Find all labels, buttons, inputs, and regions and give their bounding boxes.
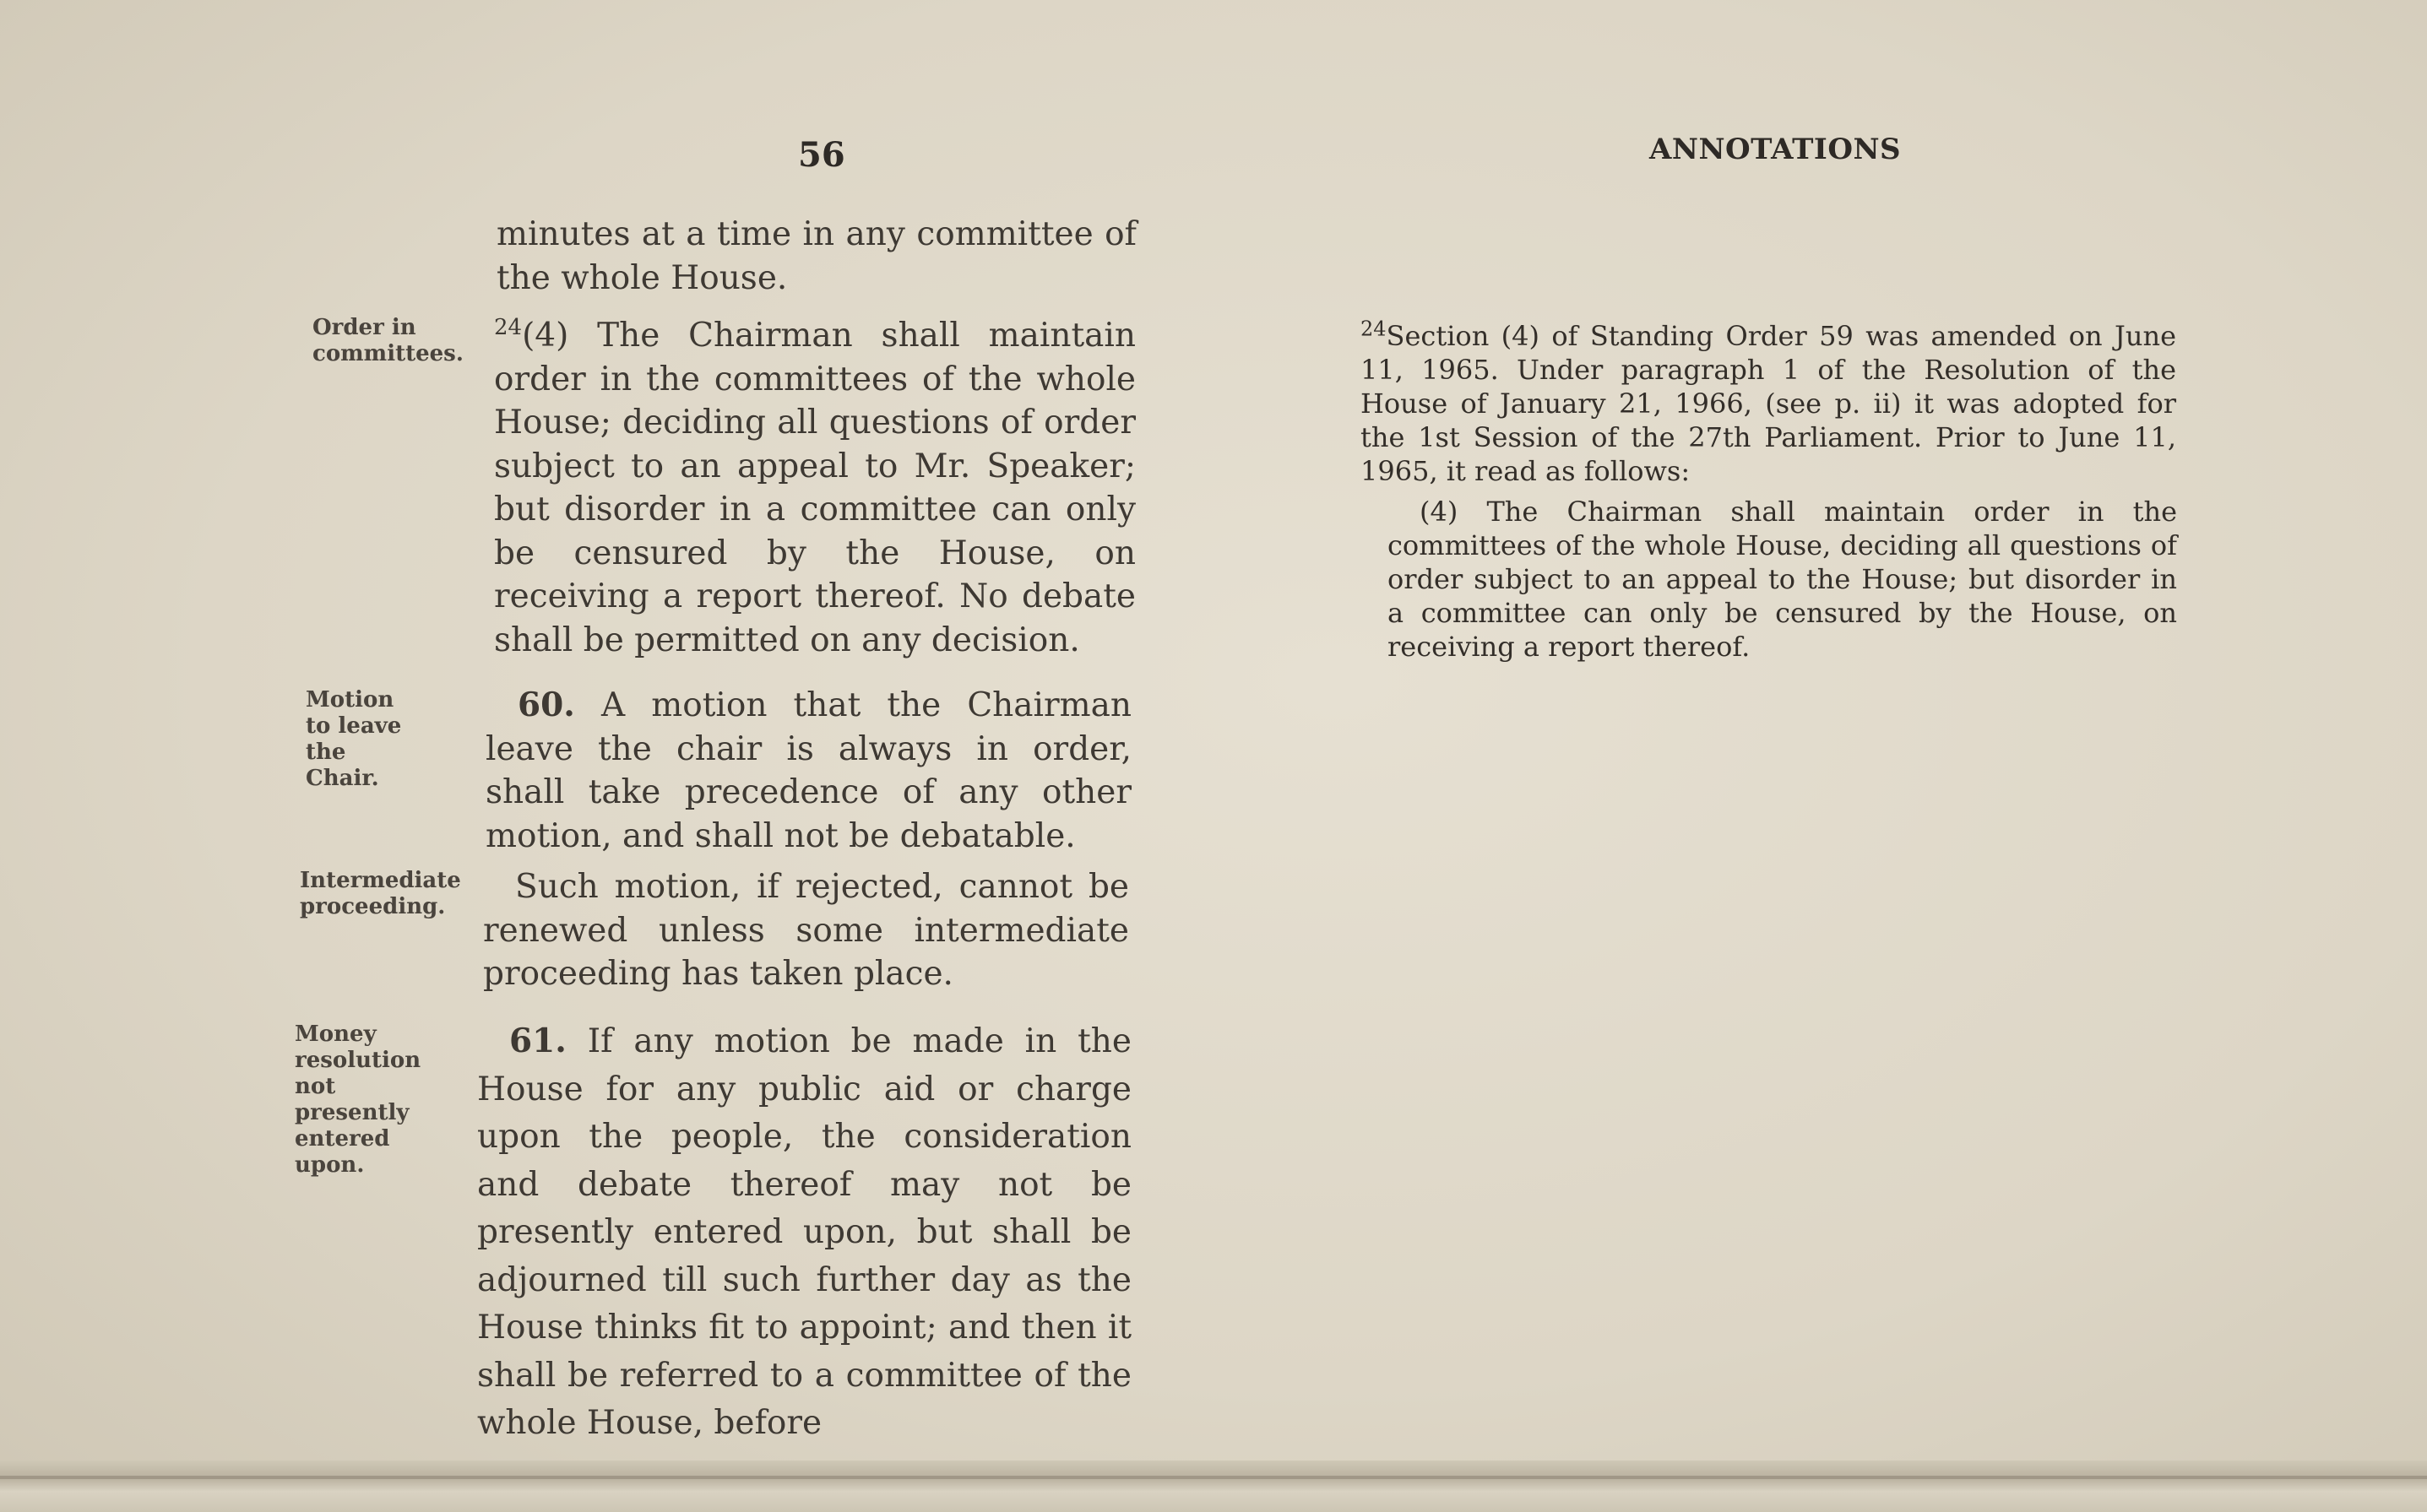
paragraph-59-4: $^{24}$(4) The Chairman shall maintain order in the committees of the whole House; deciding all questions of order subject to an appeal to Mr. Speaker; but disorder in a committee can only be censured by the House, on receiving a report thereof. No debate shall be permitted on any decision. — [494, 315, 1136, 659]
paragraph-60: 60. A motion that the Chairman leave the chair is always in order, shall take precedence of any other motion, and shall not be debatable. — [486, 686, 1132, 855]
paragraph-61: 61. If any motion be made in the House for any public aid or charge upon the people, the consideration and debate thereof may not be presently entered upon, but shall be adjourned till such further day as the House thinks fit to appoint; and then it shall be referred to a committee of the whole House, before — [477, 1022, 1132, 1442]
footnote-ref: 24 — [494, 315, 523, 340]
margin-note-money-resolution: Money resolution not presently entered upon. — [295, 1022, 421, 1178]
page-number: 56 — [798, 135, 845, 175]
paragraph-60-continued: Such motion, if rejected, cannot be renewed unless some intermediate proceeding has taken place. — [483, 868, 1129, 993]
margin-note-order-in-committees: Order in committees. — [312, 315, 464, 366]
margin-note-intermediate-proceeding: Intermediate proceeding. — [300, 868, 461, 919]
annotation-footnote-ref: 24 — [1360, 317, 1387, 341]
running-head: ANNOTATIONS — [1649, 133, 1902, 166]
annotation-footnote: $^{24}$Section (4) of Standing Order 59 was amended on June 11, 1965. Under paragraph 1 of the Resolution of the House of January 21, 1966, (see p. ii) it was adopted for the 1st Session of the 27th Parliament. Prior to June 11, 1965, it read as follows: — [1360, 317, 2176, 487]
page-bottom-edge — [0, 1461, 2427, 1512]
page-edge-line — [0, 1476, 2427, 1479]
margin-note-motion-leave-chair: Motion to leave the Chair. — [306, 687, 402, 791]
annotation-quoted-text: (4) The Chairman shall maintain order in the committees of the whole House, deciding all questions of order subject to an appeal to the House; but disorder in a committee can only be censured by the House, on receiving a report thereof. — [1387, 496, 2177, 663]
continuation-paragraph: minutes at a time in any committee of the whole House. — [497, 215, 1137, 297]
